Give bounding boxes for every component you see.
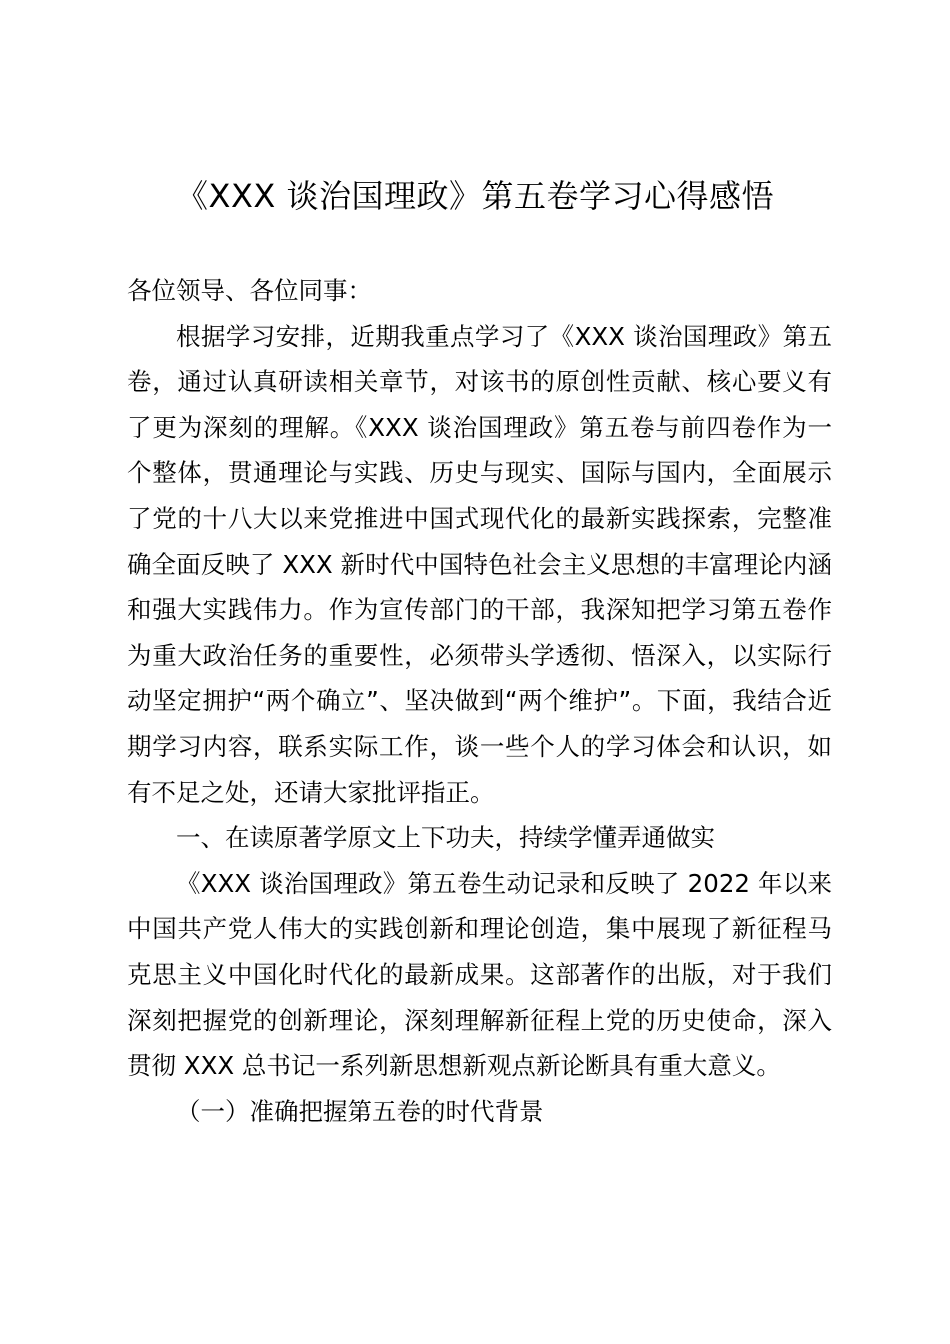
subsection-heading-1: （一）准确把握第五卷的时代背景: [176, 1096, 544, 1126]
paragraph-section-1: 《XXX 谈治国理政》第五卷生动记录和反映了 2022 年以来中国共产党人伟大的实践创新和理论创造，集中展现了新征程马克思主义中国化时代化的最新成果。这部著作的出版，对于我们深刻把握党的创新理论，深刻理解新征程上党的历史使命，深入贯彻 XXX 总书记一系列新思想新观点新论断具有重大意义。: [127, 868, 832, 1081]
section-heading-1: 一、在读原著学原文上下功夫，持续学懂弄通做实: [176, 823, 715, 853]
salutation: 各位领导、各位同事：: [127, 276, 372, 305]
paragraph-intro: 根据学习安排，近期我重点学习了《XXX 谈治国理政》第五卷，通过认真研读相关章节，对该书的原创性贡献、核心要义有了更为深刻的理解。《XXX 谈治国理政》第五卷与前四卷作为一个整体，贯通理论与实践、历史与现实、国际与国内，全面展示了党的十八大以来党推进中国式现代化的最新实践探索，完整准确全面反映了 XXX 新时代中国特色社会主义思想的丰富理论内涵和强大实践伟力。作为宣传部门的干部，我深知把学习第五卷作为重大政治任务的重要性，必须带头学透彻、悟深入，以实际行动坚定拥护“两个确立”、坚决做到“两个维护”。下面，我结合近期学习内容，联系实际工作，谈一些个人的学习体会和认识，如有不足之处，还请大家批评指正。: [127, 321, 832, 807]
document-body: [127, 268, 832, 1134]
document-title: 《XXX 谈治国理政》第五卷学习心得感悟: [176, 177, 774, 215]
